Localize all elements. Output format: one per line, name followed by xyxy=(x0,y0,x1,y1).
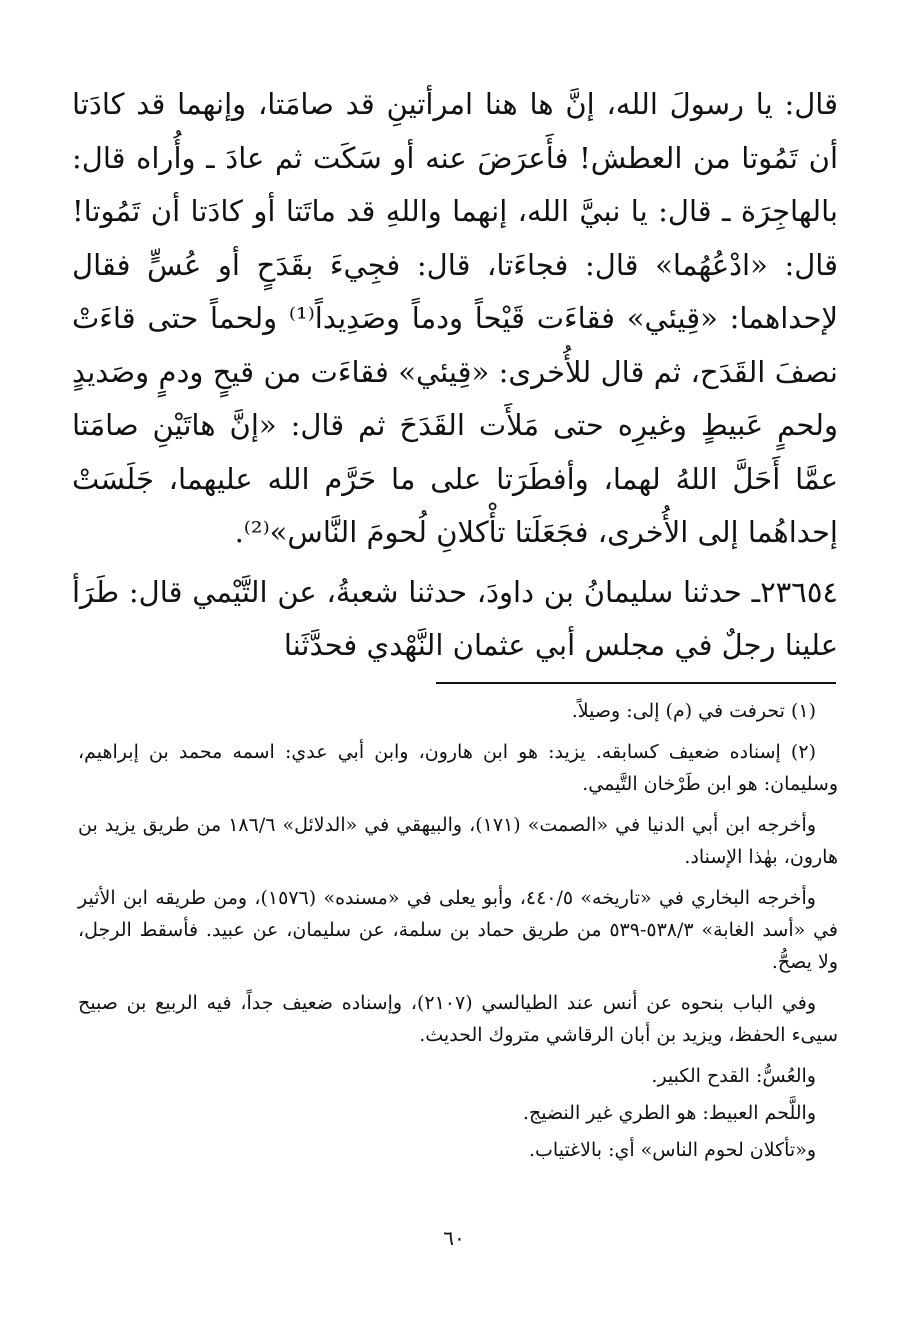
narrative-paragraph: قال: يا رسولَ الله، إنَّ ها هنا امرأتينِ قد صامَتا، وإنهما قد كادَتا أن تَمُوتا من العطش! فأَعرَضَ عنه أو سَكَت ثم عادَ ـ وأُراه قال: بالهاجِرَة ـ قال: يا نبيَّ الله، إنهما واللهِ قد ماتَتا أو كادَتا أن تَمُوتا! قال: «ادْعُهُما» قال: فجاءَتا، قال: فجِيءَ بقَدَحٍ أو عُسٍّ فقال لإحداهما: «قِيئي» فقاءَت قَيْحاً ودماً وصَدِيداً⁽¹⁾ ولحماً حتى قاءَتْ نصفَ القَدَح، ثم قال للأُخرى: «قِيئي» فقاءَت من قيحٍ ودمٍ وصَديدٍ ولحمٍ عَبيطٍ وغيرِه حتى مَلأَت القَدَحَ ثم قال: «إنَّ هاتَيْنِ صامَتا عمَّا أَحَلَّ اللهُ لهما، وأفطَرَتا على ما حَرَّم الله عليهما، جَلَسَتْ إحداهُما إلى الأُخرى، فجَعَلَتا تأْكلانِ لُحومَ النَّاس»⁽²⁾. xyxy=(72,87,838,549)
footnote-2: (٢) إسناده ضعيف كسابقه. يزيد: هو ابن هارون، وابن أبي عدي: اسمه محمد بن إبراهيم، وسليمان: هو ابن طَرْخان التَّيمي. xyxy=(78,741,838,795)
gloss-al-uss: والعُسُّ: القدح الكبير. xyxy=(651,1065,816,1087)
hadith-23654-paragraph: ٢٣٦٥٤ـ حدثنا سليمانُ بن داودَ، حدثنا شعبةُ، عن التَّيْمي قال: طَرَأ علينا رجلٌ في مجلس أبي عثمان النَّهْدي فحدَّثَنا xyxy=(72,574,838,662)
footnote-1: (١) تحرفت في (م) إلى: وصيلاً. xyxy=(571,700,816,722)
main-text xyxy=(72,78,838,673)
footnotes xyxy=(78,695,838,1171)
footnote-separator xyxy=(436,682,836,684)
page-number: ٦٠ xyxy=(443,1226,465,1250)
footnote-2-paragraph-2: وأخرجه البخاري في «تاريخه» ٤٤٠/٥، وأبو يعلى في «مسنده» (١٥٧٦)، ومن طريقه ابن الأثير في «أسد الغابة» ٥٣٨/٣-٥٣٩ من طريق حماد بن سلمة، عن سليمان، عن عبيد. فأسقط الرجل، ولا يصحُّ. xyxy=(78,887,838,973)
gloss-ghiba: و«تأكلان لحوم الناس» أي: بالاغتياب. xyxy=(529,1139,816,1161)
footnote-2-paragraph-1: وأخرجه ابن أبي الدنيا في «الصمت» (١٧١)، والبيهقي في «الدلائل» ١٨٦/٦ من طريق يزيد بن هارون، بهٰذا الإسناد. xyxy=(78,814,838,868)
gloss-al-abit: واللَّحم العبيط: هو الطري غير النضيج. xyxy=(522,1102,816,1124)
footnote-2-paragraph-3: وفي الباب بنحوه عن أنس عند الطيالسي (٢١٠٧)، وإسناده ضعيف جداً، فيه الربيع بن صبيح سيىء الحفظ، ويزيد بن أبان الرقاشي متروك الحديث. xyxy=(78,992,838,1046)
